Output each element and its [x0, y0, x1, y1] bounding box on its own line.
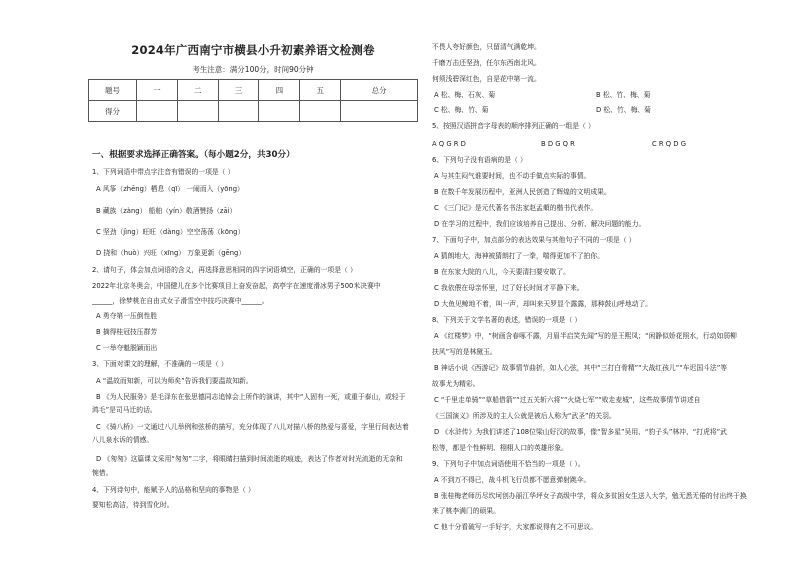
option-line: 来了桃李满门的硕果。 [432, 507, 500, 515]
option-line: D 《匆匆》这篇课文采用“匆匆”二字，将眼睛扫描到时间流逝的痕迹，表达了作者对时光流逝的无奈和 [96, 455, 403, 463]
option-line: C 《骑八桥》一文通过八儿举例和弦桥的描写，充分体现了八儿对描八桥的热爱与喜爱，字里行间表达着 [96, 423, 409, 431]
option-line: A 勇夺第一压倒性胜 [96, 312, 158, 320]
option-line: A 与其生闷气谁要时间，也不动手做点实际的事情。 [434, 172, 591, 180]
poem-line: 何须浅碧深红色，自是花中第一流。 [432, 75, 541, 83]
option-line: A 猜朗地大，海神被猜朗打了一拳，喘得更加不了拍你。 [434, 252, 604, 260]
score-input-cell[interactable] [300, 101, 341, 122]
score-header-cell: 题号 [89, 80, 137, 101]
score-input-cell[interactable] [259, 101, 300, 122]
question-line: 6、下列句子没有语病的是（ ） [432, 156, 527, 164]
score-input-cell[interactable] [218, 101, 259, 122]
option-line: B 神话小说《西游记》故事情节曲折，如人心弦，其中“三打白骨精”“大战红孩儿”“车迟国斗法”等 [434, 364, 728, 372]
option-line: D 在学习的过程中，我们应该培养自己提出、分析、解决问题的能力。 [434, 220, 646, 228]
option-line: 惋惜。 [92, 469, 113, 477]
score-header-cell: 总分 [341, 80, 418, 101]
score-table-row [89, 101, 418, 122]
score-header-cell: 二 [177, 80, 218, 101]
option-line: A 风筝（zhēng）栖息（qī） 一闹而入（yōng） [96, 185, 244, 193]
option-line: C 松、梅、竹、菊 [434, 106, 489, 114]
option-line: B 张桂梅老师历尽坎坷创办丽江华坪女子高级中学，将众多贫困女生送入大学，勉无悉无倦的付出终于换 [434, 492, 747, 500]
score-input-cell[interactable] [137, 101, 178, 122]
question-line: 2022年北京冬奥会，中国健儿在多个比赛项目上奋发奋起，高亭宇在速度滑冰男子500米决赛中 [92, 282, 381, 290]
question-line: ______，徐梦桃在自由式女子滑雪空中技巧决赛中______。 [92, 297, 269, 305]
option-line: 八儿泉水诉的情感。 [92, 436, 154, 444]
option-line: D 《水浒传》为我们讲述了108位梁山好汉的故事，像“智多星”吴用、“豹子头”林冲、“打虎将”武 [434, 428, 727, 436]
option-line: B D G Q R [541, 140, 575, 148]
poem-line: 要知松高洁，待到雪化时。 [92, 501, 174, 509]
exam-title: 2024年广西南宁市横县小升初素养语文检测卷 [131, 43, 375, 57]
score-header-cell: 四 [259, 80, 300, 101]
option-line: 扶风”写的是林黛玉。 [432, 348, 497, 356]
option-line: B 藏族（zàng） 船舶（yín）敬酒赞扬（zāi） [96, 207, 237, 215]
exam-notice: 考生注意：满分100分，时间90分钟 [192, 65, 314, 74]
score-header-cell: 五 [300, 80, 341, 101]
option-line: A “温故而知新，可以为师矣”告诉我们要温故知新。 [96, 377, 253, 385]
option-line: B 在东家大院的八儿，今天要清扫要安歇了。 [434, 268, 570, 276]
option-line: B 摘得桂冠技压群芳 [96, 328, 158, 336]
score-header-cell: 一 [137, 80, 178, 101]
score-input-cell[interactable] [177, 101, 218, 122]
score-row-label: 得分 [89, 101, 137, 122]
option-line: 《三国演义》所涉及的主人公就是被后人称为“武圣”的关羽。 [432, 412, 616, 420]
option-line: B 在数千年发展历程中，亚洲人民创造了辉煌的文明成果。 [434, 188, 611, 196]
option-line: C 《三门记》是元代著名书法家赵孟頫的楷书代表作。 [434, 204, 598, 212]
option-line: 松等，都是个性鲜明、栩栩人口的英雄形象。 [432, 444, 568, 452]
option-line: B 《为人民服务》是毛泽东在张思德同志追悼会上所作的演讲，其中“人固有一死，或重于泰山，或轻于 [96, 393, 406, 401]
poem-line: 不畏人夸好颜色，只留清气满乾坤。 [432, 43, 541, 51]
option-line: C 一举夺魁脱颖而出 [96, 344, 158, 352]
question-line: 4、下列诗句中，能赋予人的品格和坚向的事物是（ ） [92, 486, 255, 494]
option-line: A 不到万不得已，战斗机飞行员都不愿意弹射跳伞。 [434, 476, 591, 484]
question-line: 8、下列关于文学名著的表述，错误的一项是（ ） [432, 316, 582, 324]
option-line: C 他十分看破写一手好字，大家都说得有之不可思议。 [434, 523, 598, 531]
score-table-header-row [89, 80, 418, 101]
option-line: C R Q D G [652, 140, 686, 148]
option-line: A 松、梅、石灰、菊 [434, 91, 496, 99]
question-line: 1、下列词语中带点字注音有错误的一项是（ ） [92, 168, 235, 176]
question-line: 9、下列句子中加点词语使用不恰当的一项是（ ）。 [432, 460, 585, 468]
question-line: 2、请句子，体会加点词语的含义，再选择意思相同的四字词语填空，正确的一项是（ ） [92, 266, 357, 274]
option-line: 故事尤为精彩。 [432, 380, 480, 388]
question-line: 5、按照汉语拼音字母表的顺序排列正确的一组是（ ） [432, 122, 595, 130]
option-line: A Q G R D [432, 140, 466, 148]
score-table [88, 79, 418, 122]
poem-line: 千磨万击还坚劲，任尔东西南北风。 [432, 59, 541, 67]
option-line: C 坚劲（jìng）旺旺（dàng）空空荡荡（kōng） [96, 228, 245, 236]
option-line: A 《红楼梦》中，“树画含春啄不露，月眉半启笑先闻”写的是王熙凤；“闲静似娇花照水，行动如弱柳 [434, 332, 737, 340]
option-line: C “千里走单骑”“草船借箭”“过五关斩六将”“火烧七军”“败走麦城”，这些故事情节讲述自 [434, 396, 701, 404]
option-line: 鸿毛”是司马迁的话。 [92, 406, 157, 414]
option-line: C 我依偎在母亲怀里，过了好长时间才平静下来。 [434, 284, 584, 292]
option-line: D 松、竹、梅、菊 [596, 106, 651, 114]
score-header-cell: 三 [218, 80, 259, 101]
question-line: 7、下面句子中，加点部分的表达效果与其他句子不同的一项是（ ） [432, 236, 636, 244]
option-line: D 大鱼见鲸地不着，叫一声，却叫来天罗显个露露，那种鼓山呼地动了。 [434, 300, 653, 308]
score-input-cell[interactable] [341, 101, 418, 122]
option-line: B 松、竹、梅、菊 [596, 91, 651, 99]
question-line: 3、下面对课文的理解，不准确的一项是（ ） [92, 360, 228, 368]
option-line: D 挠和（huò）兴旺（xīng） 万象更新（gēng） [96, 249, 246, 257]
section-heading: 一、根据要求选择正确答案。（每小题2分，共30分） [92, 150, 295, 160]
